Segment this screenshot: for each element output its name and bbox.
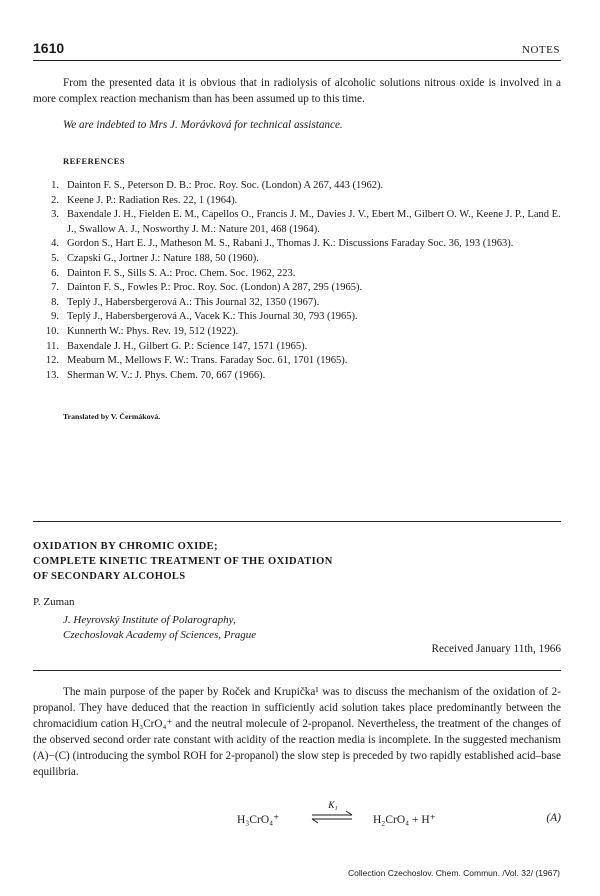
reference-number: 1. <box>51 180 59 191</box>
received-date: Received January 11th, 1966 <box>431 643 561 655</box>
reference-text: Teplý J., Habersbergerová A.: This Journal 32, 1350 (1967). <box>67 296 320 308</box>
reference-text: Czapski G., Jortner J.: Nature 188, 50 (1960). <box>67 252 259 264</box>
reference-number: 8. <box>51 296 59 308</box>
reference-number: 3. <box>51 209 59 221</box>
reference-text: Gordon S., Hart E. J., Matheson M. S., Rabani J., Thomas J. K.: Discussions Faraday Soc. 36, 193 (1963). <box>67 238 514 250</box>
reference-item <box>33 296 561 311</box>
header-rule <box>33 60 561 61</box>
reference-number: 7. <box>51 282 59 294</box>
translator-note: Translated by V. Čermáková. <box>63 412 161 421</box>
reference-text: Dainton F. S., Peterson D. B.: Proc. Roy. Soc. (London) A 267, 443 (1962). <box>67 180 384 191</box>
reference-item <box>33 310 561 325</box>
reference-text: Kunnerth W.: Phys. Rev. 19, 512 (1922). <box>67 325 239 337</box>
reference-text: Dainton F. S., Sills S. A.: Proc. Chem. Soc. 1962, 223. <box>67 267 296 279</box>
received-rule <box>33 670 561 671</box>
reference-item <box>33 281 561 296</box>
intro-paragraph: From the presented data it is obvious that in radiolysis of alcoholic solutions nitrous oxide is involved in a more complex reaction mechanism than has been assumed up to this time. <box>33 77 561 105</box>
reference-text: Baxendale J. H., Gilbert G. P.: Science 147, 1571 (1965). <box>67 340 308 352</box>
article-title <box>33 539 333 584</box>
reference-number: 9. <box>51 311 59 323</box>
reference-text: Keene J. P.: Radiation Res. 22, 1 (1964). <box>67 194 238 206</box>
reference-number: 13. <box>45 369 59 381</box>
reference-text: Baxendale J. H., Fielden E. M., Capellos O., Francis J. M., Davies J. V., Ebert M., Gilbert O. W., Keene J. P., Land E. J., Swallow A. J., Nosworthy J. M.: Nature 201, 468 (1964). <box>67 209 561 235</box>
reference-item <box>33 325 561 340</box>
reference-number: 4. <box>51 238 59 250</box>
author-affiliation <box>63 613 256 643</box>
page-number: 1610 <box>33 40 65 56</box>
article-title-line: COMPLETE KINETIC TREATMENT OF THE OXIDATION <box>33 556 333 567</box>
article-title-line: OXIDATION BY CHROMIC OXIDE; <box>33 541 218 552</box>
equilibrium-constant: K₁ <box>328 800 338 810</box>
affiliation-line: Czechoslovak Academy of Sciences, Prague <box>63 629 257 641</box>
reference-item <box>33 179 561 194</box>
equation-lhs: H₃CrO₄⁺ <box>237 814 280 826</box>
article-title-line: OF SECONDARY ALCOHOLS <box>33 571 186 582</box>
article-body: The main purpose of the paper by Roček and Krupička¹ was to discuss the mechanism of the oxidation of 2-propanol. They have deduced that the reaction in sufficiently acid solution takes place predominantly between the chromacidium cation H₃CrO₄⁺ and the neutral molecule of 2-propanol. Nevertheless, the treatment of the changes of the observed second order rate constant with acidity of the reaction media is incomplete. In the suggested mechanism (A)−(C) (introducing the symbol ROH for 2-propanol) the slow step is preceded by two rapidly established acid–base equilibria. <box>33 686 561 778</box>
reference-number: 10. <box>45 325 59 337</box>
article-separator-rule <box>33 521 561 522</box>
reference-text: Meaburn M., Mellows F. W.: Trans. Faraday Soc. 61, 1701 (1965). <box>67 355 348 367</box>
journal-footer: Collection Czechoslov. Chem. Commun. /Vol. 32/ (1967) <box>348 868 560 878</box>
reference-number: 6. <box>51 267 59 279</box>
reference-number: 2. <box>51 194 59 206</box>
reference-item <box>33 194 561 209</box>
reference-number: 11. <box>46 340 59 352</box>
reference-item <box>33 237 561 252</box>
equation-rhs: H₂CrO₄ + H⁺ <box>373 814 436 826</box>
reference-number: 5. <box>51 252 59 264</box>
reference-list <box>33 179 561 383</box>
chemical-equation <box>33 798 561 832</box>
reference-text: Teplý J., Habersbergerová A., Vacek K.: This Journal 30, 793 (1965). <box>67 311 358 323</box>
reference-item <box>33 369 561 384</box>
affiliation-line: J. Heyrovský Institute of Polarography, <box>63 614 236 626</box>
equation-label: (A) <box>546 812 561 824</box>
references-heading: REFERENCES <box>63 156 126 166</box>
reference-text: Sherman W. V.: J. Phys. Chem. 70, 667 (1966). <box>67 369 266 381</box>
acknowledgement: We are indebted to Mrs J. Morávková for technical assistance. <box>63 119 343 131</box>
section-header: NOTES <box>522 44 560 56</box>
reference-item <box>33 252 561 267</box>
reference-item <box>33 208 561 237</box>
reference-item <box>33 340 561 355</box>
reference-number: 12. <box>45 355 59 367</box>
equilibrium-arrow-icon <box>308 798 358 828</box>
reference-text: Dainton F. S., Fowles P.: Proc. Roy. Soc. (London) A 287, 295 (1965). <box>67 282 363 294</box>
article-author: P. Zuman <box>33 596 75 608</box>
reference-item <box>33 354 561 369</box>
reference-item <box>33 267 561 282</box>
